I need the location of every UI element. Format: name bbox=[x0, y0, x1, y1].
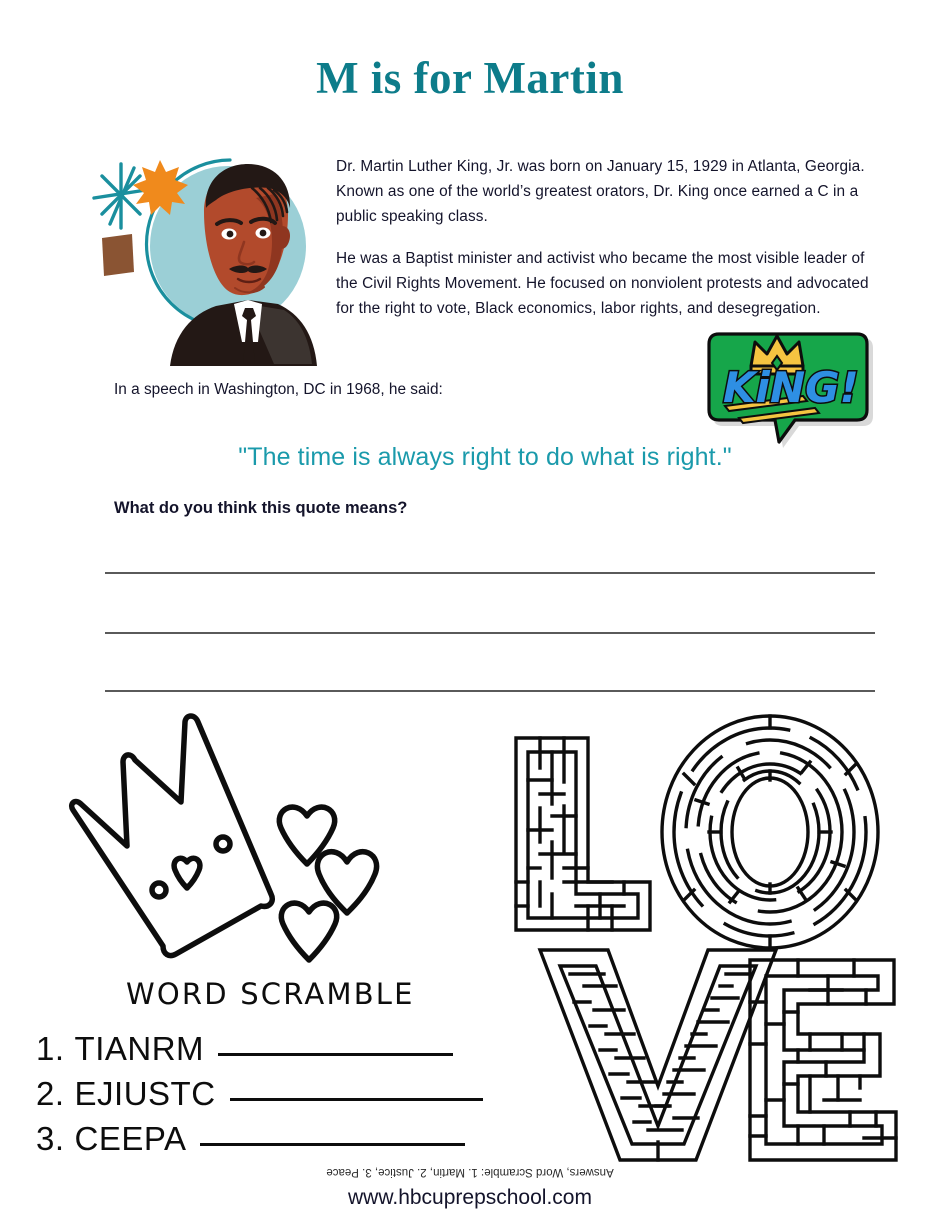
heart-lower bbox=[281, 903, 336, 960]
quote-prompt-question: What do you think this quote means? bbox=[114, 499, 408, 517]
speech-intro-text: In a speech in Washington, DC in 1968, he said: bbox=[114, 381, 443, 398]
maze-letter-O bbox=[662, 716, 878, 948]
mlk-quote: "The time is always right to do what is right." bbox=[238, 443, 732, 471]
answer-write-line-2[interactable] bbox=[105, 632, 875, 634]
scramble-word-2: EJIUSTC bbox=[74, 1075, 216, 1112]
scramble-answer-blank-3[interactable] bbox=[200, 1142, 465, 1146]
maze-letter-E bbox=[750, 960, 896, 1160]
maze-letter-V bbox=[540, 950, 776, 1160]
crown-heart bbox=[174, 858, 200, 888]
maze-letter-L bbox=[516, 738, 650, 930]
scramble-word-1: TIANRM bbox=[74, 1030, 205, 1067]
scramble-item-2 bbox=[36, 1075, 483, 1113]
crown-outline bbox=[72, 716, 273, 956]
scramble-word-3: CEEPA bbox=[74, 1120, 187, 1157]
crown-and-hearts-doodle bbox=[45, 706, 445, 971]
crown-dot-lower bbox=[152, 883, 166, 897]
mlk-portrait-illustration bbox=[88, 138, 328, 373]
scramble-answer-blank-1[interactable] bbox=[218, 1052, 453, 1056]
brown-rectangle-shape bbox=[102, 234, 134, 276]
scramble-item-1 bbox=[36, 1030, 453, 1068]
scramble-item-3 bbox=[36, 1120, 465, 1158]
answer-key-upside-down: Answers, Word Scramble: 1. Martin, 2. Justice, 3. Peace bbox=[326, 1166, 614, 1178]
word-scramble-title: WORD SCRAMBLE bbox=[126, 977, 415, 1011]
scramble-number-3: 3. bbox=[36, 1120, 65, 1157]
asterisk-icon bbox=[94, 164, 146, 228]
scramble-answer-blank-2[interactable] bbox=[230, 1097, 483, 1101]
footer-website-url: www.hbcuprepschool.com bbox=[348, 1186, 592, 1209]
answer-write-line-3[interactable] bbox=[105, 690, 875, 692]
badge-label: KiNG! bbox=[723, 363, 859, 412]
scramble-number-1: 1. bbox=[36, 1030, 65, 1067]
love-word-maze bbox=[498, 712, 918, 1177]
page-title: M is for Martin bbox=[316, 53, 624, 103]
answer-write-line-1[interactable] bbox=[105, 572, 875, 574]
scramble-number-2: 2. bbox=[36, 1075, 65, 1112]
king-badge-graphic bbox=[703, 330, 875, 448]
intro-paragraph-1: Dr. Martin Luther King, Jr. was born on January 15, 1929 in Atlanta, Georgia. Known as one of the world’s greatest orators, Dr. King once earned a C in a public speaking class. bbox=[336, 158, 865, 226]
crown-dot-upper bbox=[216, 837, 230, 851]
intro-paragraph-2: He was a Baptist minister and activist who became the most visible leader of the Civil Rights Movement. He focused on nonviolent protests and advocated for the right to vote, Black economics, labor rights, and desegregation. bbox=[336, 250, 869, 318]
